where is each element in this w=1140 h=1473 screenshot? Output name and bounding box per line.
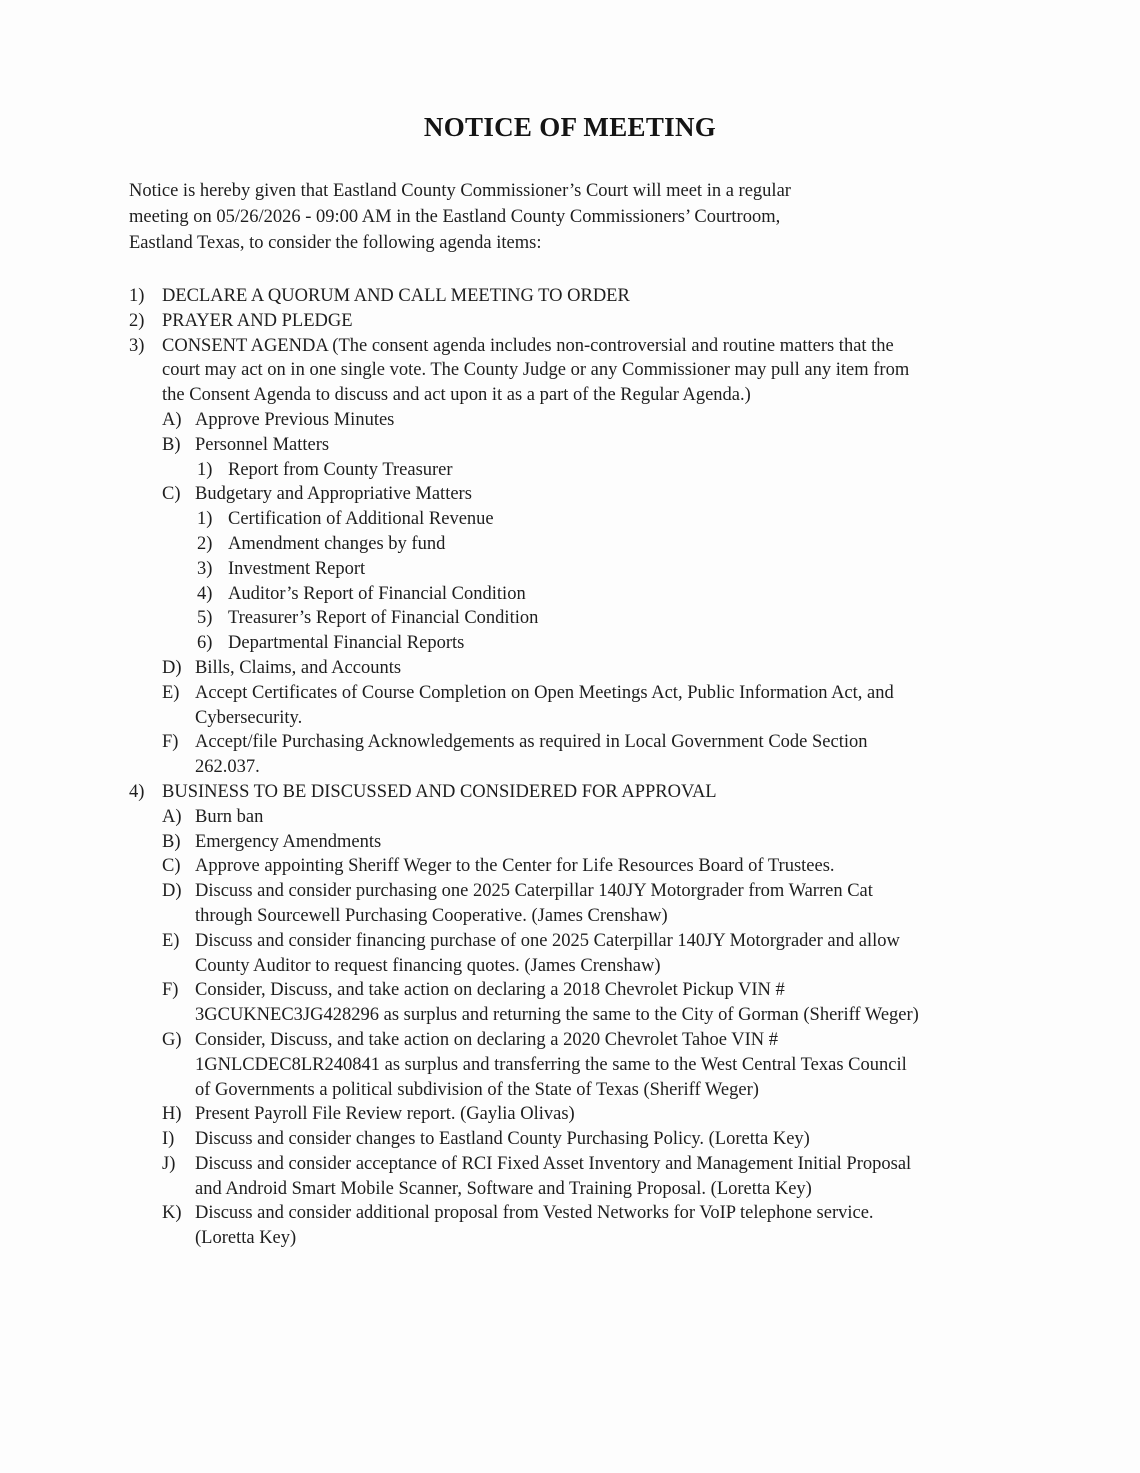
agenda-item-line: Discuss and consider purchasing one 2025 Caterpillar 140JY Motorgrader from Warren Cat [195, 881, 873, 902]
agenda-item-text [195, 482, 1029, 507]
agenda-item-level-2 [129, 1102, 1029, 1127]
agenda-item-level-2 [129, 408, 1029, 433]
agenda-item-number: C) [162, 484, 181, 505]
agenda-item-number: 5) [197, 608, 213, 629]
agenda-item-level-2 [129, 656, 1029, 681]
agenda-item-line: Personnel Matters [195, 434, 330, 455]
agenda-item-text [228, 582, 1029, 607]
agenda-item-level-2 [129, 879, 1029, 929]
agenda-item-line: BUSINESS TO BE DISCUSSED AND CONSIDERED FOR APPROVAL [162, 781, 717, 802]
agenda-item-line: Present Payroll File Review report. (Gaylia Olivas) [195, 1104, 575, 1125]
agenda-item-number: 3) [197, 558, 213, 579]
agenda-item-text [162, 309, 1029, 334]
agenda-item-text [162, 284, 1029, 309]
agenda-item-number: J) [162, 1153, 176, 1174]
agenda-item-line: Emergency Amendments [195, 831, 382, 852]
agenda-item-level-2 [129, 433, 1029, 458]
agenda-item-number: B) [162, 434, 181, 455]
agenda-item-line: Consider, Discuss, and take action on declaring a 2020 Chevrolet Tahoe VIN # [195, 1029, 778, 1050]
agenda-item-text [162, 334, 1029, 408]
agenda-item-number: I) [162, 1129, 175, 1150]
intro-paragraph [129, 178, 1009, 256]
agenda-item-level-3 [129, 458, 1029, 483]
agenda-item-number: B) [162, 831, 181, 852]
agenda-item-number: A) [162, 409, 182, 430]
agenda-item-line: 3GCUKNEC3JG428296 as surplus and returning the same to the City of Gorman (Sheriff Weger) [195, 1005, 919, 1026]
agenda-item-text [195, 879, 1029, 929]
agenda-item-level-2 [129, 854, 1029, 879]
agenda-item-level-1 [129, 309, 1029, 334]
agenda-item-number: F) [162, 732, 179, 753]
agenda-item-number: G) [162, 1029, 182, 1050]
agenda-item-line: the Consent Agenda to discuss and act upon it as a part of the Regular Agenda.) [162, 385, 751, 406]
agenda-item-number: D) [162, 881, 182, 902]
agenda-item-text [228, 532, 1029, 557]
agenda-item-text [195, 433, 1029, 458]
agenda-item-text [195, 1028, 1029, 1102]
agenda-item-level-2 [129, 805, 1029, 830]
agenda-item-line: Accept Certificates of Course Completion on Open Meetings Act, Public Information Act, and [195, 682, 894, 703]
agenda-item-line: CONSENT AGENDA (The consent agenda includes non-controversial and routine matters that the [162, 335, 894, 356]
agenda-item-number: 2) [129, 310, 145, 331]
agenda-item-line: Accept/file Purchasing Acknowledgements as required in Local Government Code Section [195, 732, 868, 753]
agenda-item-line: 262.037. [195, 757, 260, 778]
agenda-item-text [195, 656, 1029, 681]
agenda-item-level-3 [129, 507, 1029, 532]
agenda-item-line: DECLARE A QUORUM AND CALL MEETING TO ORDER [162, 286, 630, 306]
agenda-item-line: Discuss and consider financing purchase of one 2025 Caterpillar 140JY Motorgrader and allow [195, 930, 900, 951]
agenda-item-number: K) [162, 1203, 182, 1224]
agenda-item-line: County Auditor to request financing quotes. (James Crenshaw) [195, 955, 661, 976]
agenda-item-level-3 [129, 557, 1029, 582]
agenda-item-line: Cybersecurity. [195, 707, 303, 728]
agenda-item-text [228, 458, 1029, 483]
agenda-item-text [195, 805, 1029, 830]
agenda-item-line: Treasurer’s Report of Financial Condition [228, 608, 539, 629]
agenda-item-line: Departmental Financial Reports [228, 633, 465, 654]
agenda-item-text [195, 830, 1029, 855]
agenda-item-level-1 [129, 284, 1029, 309]
agenda-item-number: 4) [197, 583, 213, 604]
agenda-item-line: Amendment changes by fund [228, 533, 446, 554]
agenda-item-number: A) [162, 806, 182, 827]
agenda-item-line: (Loretta Key) [195, 1228, 297, 1249]
agenda-item-level-3 [129, 631, 1029, 656]
agenda-item-text [228, 606, 1029, 631]
agenda-item-level-2 [129, 1127, 1029, 1152]
agenda-item-line: Approve appointing Sheriff Weger to the Center for Life Resources Board of Trustees. [195, 856, 835, 877]
page-title: NOTICE OF MEETING [423, 112, 717, 142]
agenda-item-level-2 [129, 681, 1029, 731]
agenda-item-text [195, 929, 1029, 979]
agenda-item-text [162, 780, 1029, 805]
agenda-item-line: Consider, Discuss, and take action on declaring a 2018 Chevrolet Pickup VIN # [195, 980, 785, 1001]
agenda-item-line: Auditor’s Report of Financial Condition [228, 583, 526, 604]
agenda-item-line: Discuss and consider changes to Eastland County Purchasing Policy. (Loretta Key) [195, 1129, 810, 1150]
agenda-item-number: 1) [197, 509, 213, 530]
agenda-item-text [195, 1201, 1029, 1251]
agenda-item-text [195, 1152, 1029, 1202]
agenda-item-number: H) [162, 1104, 182, 1125]
agenda-item-text [195, 1102, 1029, 1127]
agenda-item-text [195, 730, 1029, 780]
agenda-item-level-2 [129, 730, 1029, 780]
agenda-item-line: Investment Report [228, 558, 366, 579]
agenda-item-level-2 [129, 1028, 1029, 1102]
agenda-item-line: Approve Previous Minutes [195, 409, 395, 430]
agenda-item-line: court may act on in one single vote. The County Judge or any Commissioner may pull any item from [162, 360, 910, 381]
agenda-item-number: F) [162, 980, 179, 1001]
intro-line: Eastland Texas, to consider the following agenda items: [129, 233, 542, 253]
agenda-item-line: Burn ban [195, 806, 264, 827]
agenda-item-level-2 [129, 830, 1029, 855]
agenda-item-text [228, 557, 1029, 582]
agenda-list [129, 284, 1029, 1251]
agenda-item-line: Certification of Additional Revenue [228, 509, 494, 530]
agenda-item-number: E) [162, 682, 180, 703]
agenda-item-line: Discuss and consider acceptance of RCI Fixed Asset Inventory and Management Initial Proposal [195, 1153, 912, 1174]
agenda-item-level-3 [129, 532, 1029, 557]
agenda-item-level-2 [129, 1152, 1029, 1202]
agenda-item-level-2 [129, 929, 1029, 979]
intro-line: Notice is hereby given that Eastland County Commissioner’s Court will meet in a regular [129, 181, 791, 201]
agenda-item-level-3 [129, 606, 1029, 631]
agenda-item-line: Discuss and consider additional proposal from Vested Networks for VoIP telephone service. [195, 1203, 874, 1224]
agenda-item-level-3 [129, 582, 1029, 607]
intro-line: meeting on 05/26/2026 - 09:00 AM in the Eastland County Commissioners’ Courtroom, [129, 207, 781, 227]
agenda-item-level-1 [129, 780, 1029, 805]
agenda-item-number: 4) [129, 781, 145, 802]
agenda-item-level-2 [129, 978, 1029, 1028]
agenda-item-number: 3) [129, 335, 145, 356]
agenda-item-line: through Sourcewell Purchasing Cooperative. (James Crenshaw) [195, 905, 668, 926]
agenda-item-line: of Governments a political subdivision of the State of Texas (Sheriff Weger) [195, 1079, 759, 1100]
agenda-item-number: 1) [129, 286, 145, 306]
agenda-item-text [228, 507, 1029, 532]
agenda-item-text [195, 854, 1029, 879]
agenda-item-text [195, 978, 1029, 1028]
agenda-item-line: Report from County Treasurer [228, 459, 453, 480]
agenda-item-number: 2) [197, 533, 213, 554]
agenda-item-text [195, 408, 1029, 433]
agenda-item-line: Budgetary and Appropriative Matters [195, 484, 472, 505]
agenda-item-number: E) [162, 930, 180, 951]
agenda-item-number: D) [162, 657, 182, 678]
agenda-item-text [195, 681, 1029, 731]
agenda-item-line: Bills, Claims, and Accounts [195, 657, 402, 678]
agenda-item-text [228, 631, 1029, 656]
agenda-item-line: PRAYER AND PLEDGE [162, 310, 353, 331]
agenda-item-line: 1GNLCDEC8LR240841 as surplus and transferring the same to the West Central Texas Council [195, 1054, 907, 1075]
agenda-item-number: 6) [197, 633, 213, 654]
agenda-item-level-2 [129, 1201, 1029, 1251]
agenda-item-level-2 [129, 482, 1029, 507]
agenda-item-number: 1) [197, 459, 213, 480]
agenda-item-level-1 [129, 334, 1029, 408]
agenda-item-number: C) [162, 856, 181, 877]
agenda-item-text [195, 1127, 1029, 1152]
agenda-item-line: and Android Smart Mobile Scanner, Software and Training Proposal. (Loretta Key) [195, 1178, 812, 1199]
